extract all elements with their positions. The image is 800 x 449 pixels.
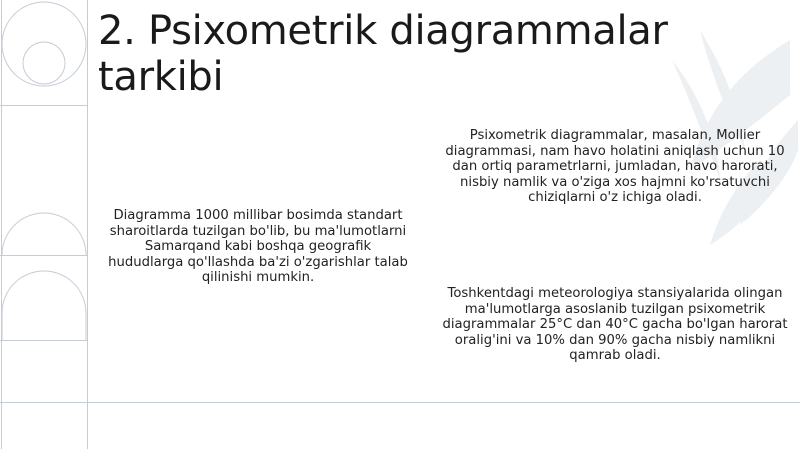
- upper-arch-outline: [2, 213, 86, 255]
- small-circle-outline: [23, 42, 65, 84]
- paragraph-right-bottom: Toshkentdagi meteorologiya stansiyalarida olingan ma'lumotlarga asoslanib tuzilgan psixometrik diagrammalar 25°C dan 40°C gacha bo'lgan harorat oralig'ini va 10% dan 90% gacha nisbiy namlikni qamrab oladi.: [442, 286, 788, 364]
- paragraph-right-top: Psixometrik diagrammalar, masalan, Mollier diagrammasi, nam havo holatini aniqlash uchun 10 dan ortiq parametrlarni, jumladan, havo harorati, nisbiy namlik va o'ziga xos hajmni ko'rsatuvchi chiziqlarni o'z ichiga oladi.: [445, 128, 785, 206]
- large-circle-outline: [2, 2, 86, 86]
- lower-arch-outline: [2, 271, 86, 340]
- slide-title: 2. Psixometrik diagrammalar tarkibi: [98, 8, 668, 100]
- paragraph-left: Diagramma 1000 millibar bosimda standart sharoitlarda tuzilgan bo'lib, bu ma'lumotlarni Samarqand kabi boshqa geografik hududlarga qo'llashda ba'zi o'zgarishlar talab qilinishi mumkin.: [108, 208, 408, 286]
